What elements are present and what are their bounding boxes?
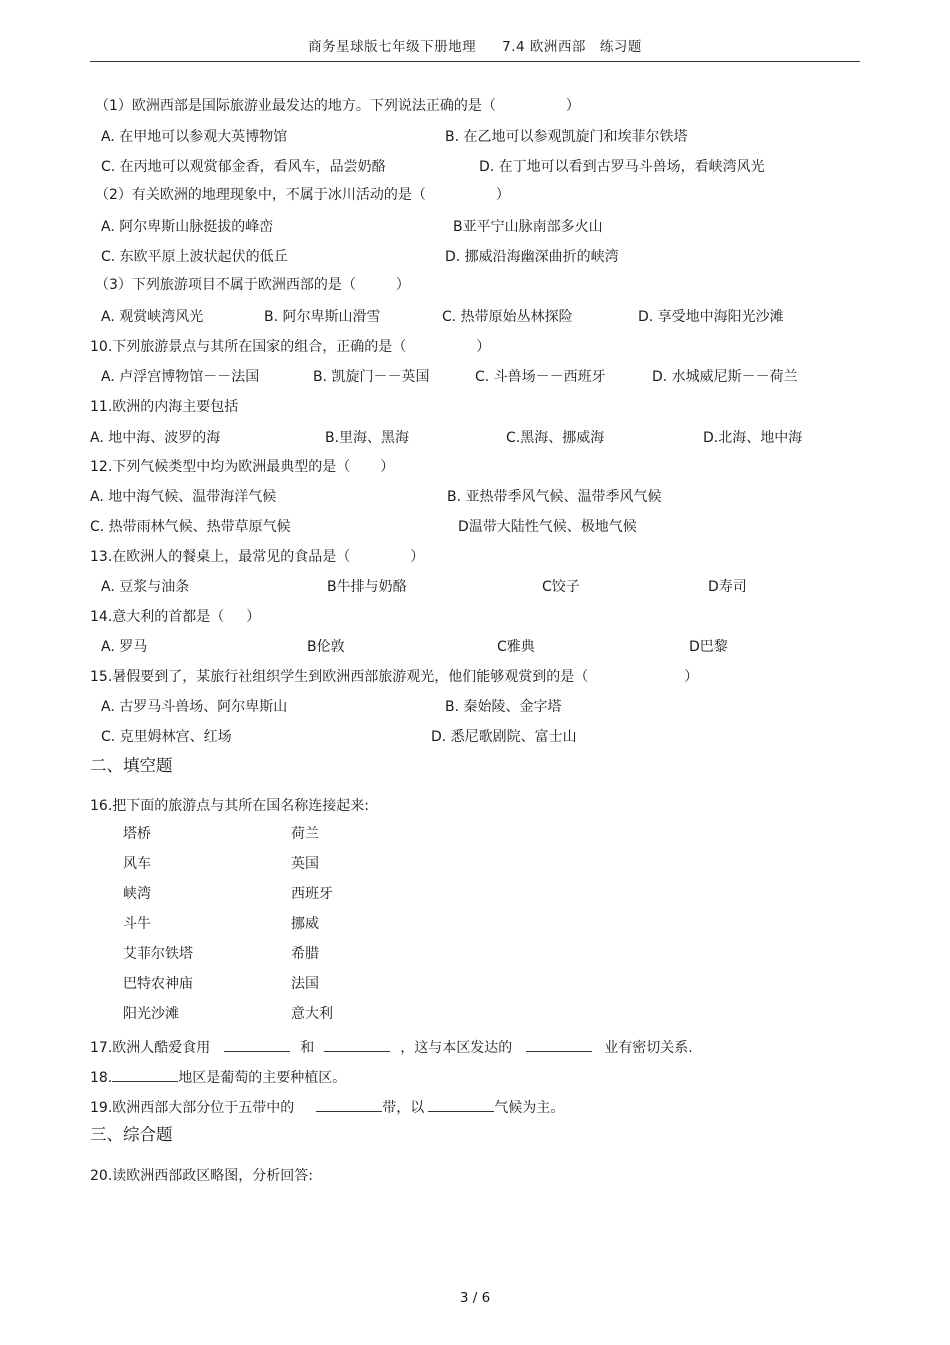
q16-spot-item: 巴特农神庙: [123, 976, 193, 992]
q12-option-c: C. 热带雨林气候、热带草原气候: [90, 519, 291, 535]
q9-2-option-d: D. 挪威沿海幽深曲折的峡湾: [445, 249, 619, 265]
q9-2-stem: （2）有关欧洲的地理现象中，不属于冰川活动的是（ ）: [95, 187, 510, 203]
q12-stem: 12.下列气候类型中均为欧洲最典型的是（ ）: [90, 459, 395, 475]
q13-option-c: C饺子: [542, 579, 580, 595]
q11-option-c: C.黑海、挪威海: [506, 430, 605, 446]
q16-country-item: 挪威: [291, 916, 319, 932]
q9-3-option-d: D. 享受地中海阳光沙滩: [638, 309, 784, 325]
q14-option-d: D巴黎: [689, 639, 728, 655]
q17-blank-3[interactable]: [526, 1037, 592, 1052]
q9-3-option-c: C. 热带原始丛林探险: [442, 309, 573, 325]
q15-option-a: A. 古罗马斗兽场、阿尔卑斯山: [101, 699, 288, 715]
header-rule: [90, 61, 860, 62]
q11-option-b: B.里海、黑海: [325, 430, 410, 446]
q9-1-option-d: D. 在丁地可以看到古罗马斗兽场，看峡湾风光: [479, 159, 765, 175]
q12-option-b: B. 亚热带季风气候、温带季风气候: [447, 489, 662, 505]
q16-spot-item: 艾菲尔铁塔: [123, 946, 193, 962]
q14-option-b: B伦敦: [307, 639, 345, 655]
q20-stem: 20.读欧洲西部政区略图，分析回答:: [90, 1168, 313, 1184]
q12-option-d: D温带大陆性气候、极地气候: [458, 519, 637, 535]
q13-stem: 13.在欧洲人的餐桌上，最常见的食品是（ ）: [90, 549, 425, 565]
q14-option-c: C雅典: [497, 639, 535, 655]
q19-blank-1[interactable]: [316, 1097, 382, 1112]
q10-option-a: A. 卢浮宫博物馆－－法国: [101, 369, 260, 385]
q19-line: 19.欧洲西部大部分位于五带中的 带，以 气候为主。: [90, 1097, 564, 1117]
section-fill-in-blank-heading: 二、填空题: [90, 756, 173, 775]
q16-country-item: 荷兰: [291, 826, 319, 842]
q11-stem: 11.欧洲的内海主要包括: [90, 399, 239, 415]
q16-spot-item: 斗牛: [123, 916, 151, 932]
q10-stem: 10.下列旅游景点与其所在国家的组合，正确的是（ ）: [90, 339, 491, 355]
q9-3-option-a: A. 观赏峡湾风光: [101, 309, 204, 325]
q17-line: 17.欧洲人酷爱食用 和 ，这与本区发达的 业有密切关系.: [90, 1037, 693, 1057]
q10-option-d: D. 水城威尼斯－－荷兰: [652, 369, 798, 385]
q16-country-item: 希腊: [291, 946, 319, 962]
q9-3-stem: （3）下列旅游项目不属于欧洲西部的是（ ）: [95, 277, 410, 293]
q16-spot-item: 阳光沙滩: [123, 1006, 179, 1022]
section-comprehensive-heading: 三、综合题: [90, 1125, 173, 1144]
q18-blank[interactable]: [112, 1067, 178, 1082]
q9-1-stem: （1）欧洲西部是国际旅游业最发达的地方。下列说法正确的是（ ）: [95, 98, 580, 114]
q10-option-b: B. 凯旋门－－英国: [313, 369, 430, 385]
q16-country-item: 英国: [291, 856, 319, 872]
page-number: 3 / 6: [459, 1290, 491, 1306]
q16-country-item: 西班牙: [291, 886, 333, 902]
q15-stem: 15.暑假要到了，某旅行社组织学生到欧洲西部旅游观光，他们能够观赏到的是（ ）: [90, 669, 699, 685]
page-header: [90, 35, 860, 55]
q14-stem: 14.意大利的首都是（ ）: [90, 609, 261, 625]
q15-option-d: D. 悉尼歌剧院、富士山: [431, 729, 577, 745]
q14-option-a: A. 罗马: [101, 639, 148, 655]
q19-blank-2[interactable]: [428, 1097, 494, 1112]
q16-spot-item: 峡湾: [123, 886, 151, 902]
q16-stem: 16.把下面的旅游点与其所在国名称连接起来:: [90, 798, 369, 814]
q17-blank-1[interactable]: [224, 1037, 290, 1052]
q11-option-a: A. 地中海、波罗的海: [90, 430, 221, 446]
q16-country-item: 法国: [291, 976, 319, 992]
q16-spot-item: 风车: [123, 856, 151, 872]
q15-option-b: B. 秦始陵、金字塔: [445, 699, 562, 715]
q16-spot-item: 塔桥: [123, 826, 151, 842]
q13-option-b: B牛排与奶酪: [327, 579, 407, 595]
q17-blank-2[interactable]: [324, 1037, 390, 1052]
q15-option-c: C. 克里姆林宫、红场: [101, 729, 232, 745]
q9-1-option-c: C. 在丙地可以观赏郁金香，看风车，品尝奶酪: [101, 159, 386, 175]
doc-title: 商务星球版七年级下册地理: [308, 39, 477, 55]
q13-option-d: D寿司: [708, 579, 747, 595]
q9-2-option-c: C. 东欧平原上波状起伏的低丘: [101, 249, 288, 265]
q9-1-option-b: B. 在乙地可以参观凯旋门和埃菲尔铁塔: [445, 129, 688, 145]
q11-option-d: D.北海、地中海: [703, 430, 803, 446]
q10-option-c: C. 斗兽场－－西班牙: [475, 369, 606, 385]
q9-3-option-b: B. 阿尔卑斯山滑雪: [264, 309, 381, 325]
q12-option-a: A. 地中海气候、温带海洋气候: [90, 489, 277, 505]
q9-1-option-a: A. 在甲地可以参观大英博物馆: [101, 129, 288, 145]
doc-kind: 练习题: [599, 39, 642, 55]
q13-option-a: A. 豆浆与油条: [101, 579, 190, 595]
q9-2-option-a: A. 阿尔卑斯山脉挺拔的峰峦: [101, 219, 274, 235]
lesson-title: 7.4 欧洲西部: [502, 39, 586, 55]
q18-line: 18. 地区是葡萄的主要种植区。: [90, 1067, 346, 1087]
q9-2-option-b: B亚平宁山脉南部多火山: [453, 219, 603, 235]
q16-country-item: 意大利: [291, 1006, 333, 1022]
